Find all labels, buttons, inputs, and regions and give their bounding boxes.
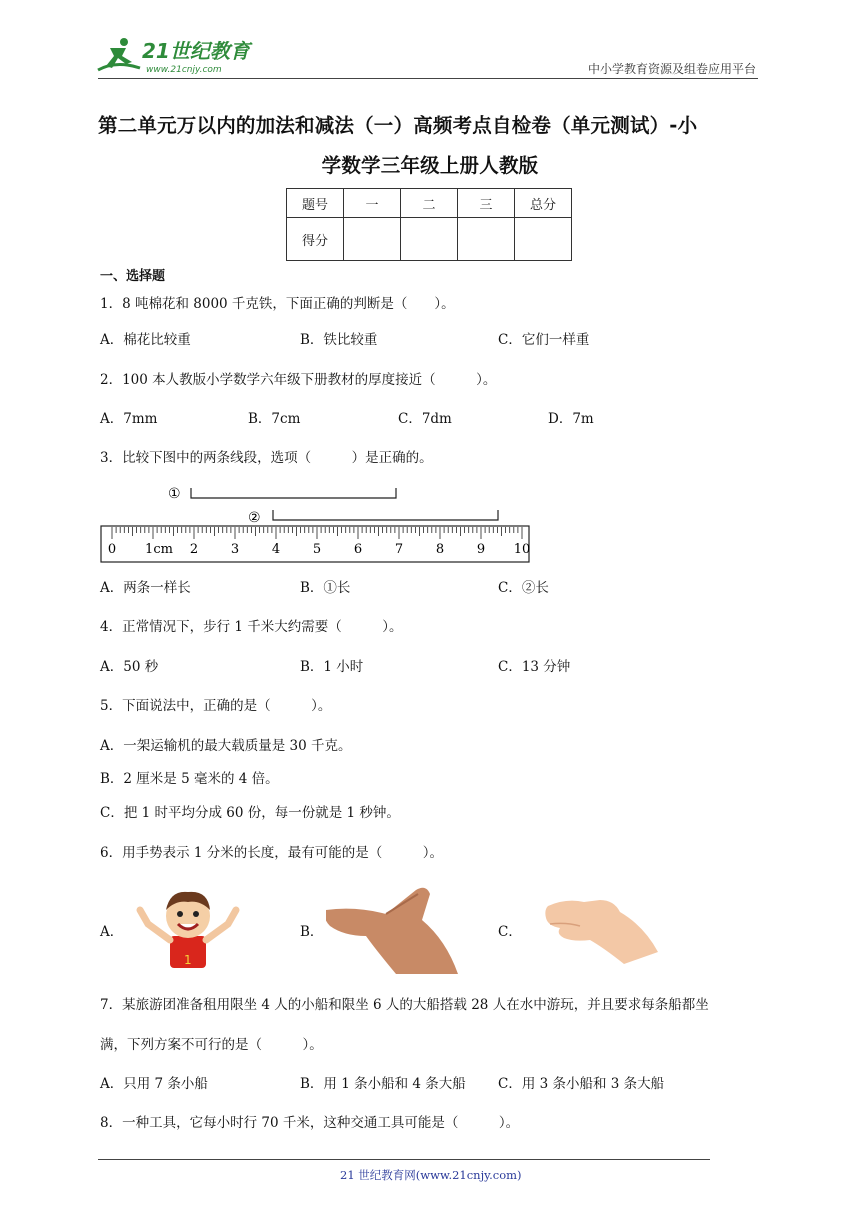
score-header-cell: 总分 [515,189,572,218]
q1-option-c[interactable]: C．它们一样重 [498,332,590,348]
ruler-number: 1cm [145,542,173,557]
hand-pinch-image [544,892,660,968]
q3-option-c[interactable]: C．②长 [498,580,549,596]
q4-option-a[interactable]: A．50 秒 [100,659,159,675]
site-logo [96,34,266,78]
q7-option-c[interactable]: C．用 3 条小船和 3 条大船 [498,1076,665,1092]
q2-option-c[interactable]: C．7dm [398,411,452,427]
q3-option-b[interactable]: B．①长 [300,580,351,596]
hand-span-image [326,880,462,978]
score-cell[interactable] [344,218,401,261]
q7-option-b[interactable]: B．用 1 条小船和 4 条大船 [300,1076,466,1092]
segment-2 [273,510,498,520]
q2-option-b[interactable]: B．7cm [248,411,301,427]
ruler-number: 10 [513,542,531,557]
q5-option-b[interactable]: B．2 厘米是 5 毫米的 4 倍。 [100,771,279,787]
q6-option-a[interactable]: A． [100,924,124,940]
ruler-figure [100,480,532,564]
runner-logo-icon [98,38,140,70]
score-cell[interactable] [401,218,458,261]
ruler-number: 5 [312,542,322,557]
q5-option-a[interactable]: A．一架运输机的最大载质量是 30 千克。 [100,738,352,754]
platform-label: 中小学教育资源及组卷应用平台 [587,62,756,76]
question-5: 5．下面说法中，正确的是（ ）。 [100,698,332,714]
svg-text:1: 1 [184,953,192,967]
question-8: 8．一种工具，它每小时行 70 千米，这种交通工具可能是（ ）。 [100,1115,520,1131]
page-title-line1: 第二单元万以内的加法和减法（一）高频考点自检卷（单元测试）-小 [98,114,698,137]
q7-option-a[interactable]: A．只用 7 条小船 [100,1076,208,1092]
header-divider [98,78,758,79]
ruler-number: 0 [107,542,117,557]
q3-option-a[interactable]: A．两条一样长 [100,580,191,596]
q6-option-c[interactable]: C． [498,924,522,940]
segment-1 [191,488,396,498]
logo-text: 21世纪教育 [142,39,250,63]
boy-arms-open-image [130,884,246,972]
score-row-label: 得分 [287,218,344,261]
ruler-number: 3 [230,542,240,557]
question-7-cont: 满，下列方案不可行的是（ ）。 [100,1037,323,1053]
q1-option-b[interactable]: B．铁比较重 [300,332,378,348]
question-7: 7．某旅游团准备租用限坐 4 人的小船和限坐 6 人的大船搭载 28 人在水中游玩，并且要求每条船都坐 [100,997,709,1013]
page-title-line2: 学数学三年级上册人教版 [321,154,539,177]
q4-option-b[interactable]: B．1 小时 [300,659,364,675]
ruler-number: 9 [476,542,486,557]
score-header-cell: 二 [401,189,458,218]
score-header-cell: 题号 [287,189,344,218]
ruler-number: 4 [271,542,281,557]
footer-text: 21 世纪教育网(www.21cnjy.com) [340,1168,522,1182]
score-cell[interactable] [458,218,515,261]
footer-divider [98,1159,710,1160]
score-cell[interactable] [515,218,572,261]
ruler-number: 6 [353,542,363,557]
q6-option-b[interactable]: B． [300,924,324,940]
q4-option-c[interactable]: C．13 分钟 [498,659,571,675]
segment-1-label: ① [168,486,181,502]
score-table [286,188,572,261]
q2-option-a[interactable]: A．7mm [100,411,158,427]
ruler-number: 2 [189,542,199,557]
ruler-number: 7 [394,542,404,557]
q5-option-c[interactable]: C．把 1 时平均分成 60 份，每一份就是 1 秒钟。 [100,805,400,821]
q1-option-a[interactable]: A．棉花比较重 [100,332,191,348]
question-6: 6．用手势表示 1 分米的长度，最有可能的是（ ）。 [100,845,444,861]
section-heading: 一、选择题 [100,269,166,284]
segment-2-label: ② [248,510,261,526]
question-2: 2．100 本人教版小学数学六年级下册教材的厚度接近（ ）。 [100,372,497,388]
score-header-cell: 三 [458,189,515,218]
logo-url: www.21cnjy.com [146,65,222,75]
score-header-cell: 一 [344,189,401,218]
ruler-number: 8 [435,542,445,557]
q2-option-d[interactable]: D．7m [548,411,594,427]
question-3: 3．比较下图中的两条线段，选项（ ）是正确的。 [100,450,433,466]
question-1: 1．8 吨棉花和 8000 千克铁，下面正确的判断是（ ）。 [100,296,455,312]
question-4: 4．正常情况下，步行 1 千米大约需要（ ）。 [100,619,403,635]
